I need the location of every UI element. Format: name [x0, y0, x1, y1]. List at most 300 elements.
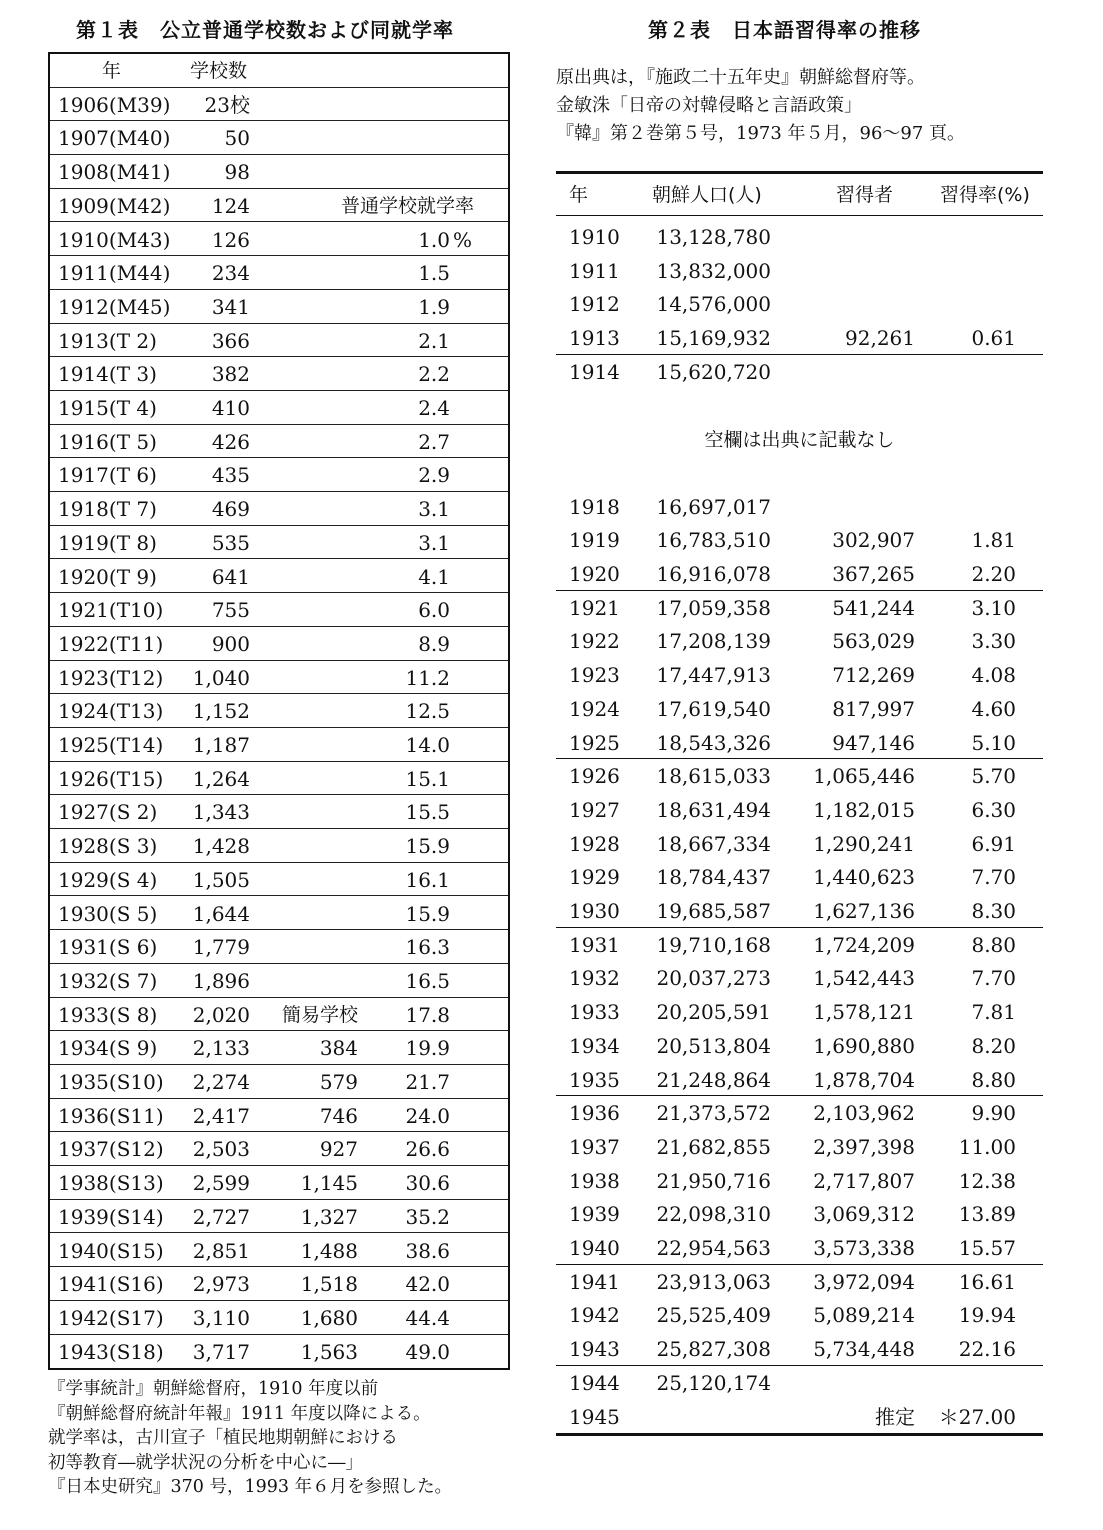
table2-cell-rate: 8.80 — [971, 932, 1016, 957]
table2-cell-rate: 19.94 — [958, 1303, 1016, 1328]
table2-row — [556, 1197, 1043, 1231]
table1-cell-simple-schools: 1,518 — [300, 1272, 358, 1297]
table1-row — [50, 155, 508, 189]
table2-cell-rate: 8.30 — [971, 899, 1016, 923]
table1-cell-rate: 1.0 — [418, 227, 450, 252]
table1-cell-schools: 366 — [211, 328, 250, 353]
table2-cell-year: 1937 — [569, 1134, 620, 1159]
table1-cell-year: 1934(S 9) — [58, 1036, 158, 1061]
table2-cell-year: 1933 — [569, 1000, 620, 1025]
table1-cell-rate: 15.5 — [405, 800, 450, 825]
table2-cell-learners: 5,734,448 — [813, 1337, 915, 1362]
table1-row — [50, 121, 508, 155]
table1-cell-year: 1941(S16) — [58, 1272, 164, 1297]
table1-cell-year: 1926(T15) — [58, 766, 164, 791]
table1-cell-schools: 641 — [211, 564, 250, 589]
table2-cell-rate: 8.20 — [971, 1033, 1016, 1058]
table1-cell-schools: 98 — [224, 160, 250, 185]
table1-row — [50, 897, 508, 931]
table1-cell-rate: 49.0 — [405, 1339, 450, 1364]
table2-row — [556, 759, 1043, 793]
table1-row — [50, 290, 508, 324]
table2-gap-note: 空欄は出典に記載なし — [704, 429, 895, 451]
table2-row — [556, 321, 1043, 355]
table2-row — [556, 692, 1043, 726]
table2-row — [556, 1164, 1043, 1198]
table1-row — [50, 1132, 508, 1166]
table2-cell-learners: 1,724,209 — [813, 932, 915, 957]
table2-cell-year: 1918 — [569, 494, 620, 519]
table2-cell-year: 1912 — [569, 292, 620, 317]
table1-cell-year: 1933(S 8) — [58, 1002, 158, 1027]
table2-row — [556, 523, 1043, 557]
table1-cell-schools: 126 — [211, 227, 250, 252]
table1-cell-rate: 4.1 — [418, 564, 450, 589]
table1-cell-schools: 1,505 — [192, 867, 250, 892]
table1-row — [50, 1234, 508, 1268]
table1-cell-year: 1924(T13) — [58, 699, 164, 724]
table1-cell-schools: 1,428 — [192, 834, 250, 859]
table2-row — [556, 1298, 1043, 1332]
table1-cell-rate: 2.4 — [418, 396, 450, 420]
table2-row — [556, 254, 1043, 288]
table2-cell-year: 1936 — [569, 1101, 620, 1126]
table2-cell-population: 17,208,139 — [656, 629, 771, 654]
table1-row — [50, 324, 508, 358]
table1-cell-year: 1927(S 2) — [58, 800, 158, 825]
table1-cell-year: 1909(M42) — [58, 193, 171, 218]
table1-cell-year: 1920(T 9) — [58, 564, 157, 589]
table2-row — [556, 557, 1043, 591]
table2-cell-rate: 5.10 — [971, 730, 1016, 755]
table2-cell-population: 14,576,000 — [656, 292, 771, 317]
table1-cell-year: 1931(S 6) — [58, 935, 158, 960]
table1-row — [50, 1065, 508, 1099]
table2-cell-population: 22,098,310 — [656, 1202, 771, 1227]
table2-cell-rate: 7.70 — [971, 966, 1016, 991]
table1-cell-year: 1937(S12) — [58, 1137, 164, 1162]
table1-row — [50, 593, 508, 627]
table2-cell-population: 13,128,780 — [656, 225, 771, 249]
table1-row — [50, 795, 508, 829]
table1-cell-year: 1910(M43) — [58, 227, 171, 252]
table2-cell-population: 18,667,334 — [656, 831, 771, 856]
table1-note-line: 『日本史研究』370 号，1993 年６月を参照した。 — [48, 1477, 453, 1497]
table2-cell-year: 1930 — [569, 899, 620, 923]
table1-cell-schools: 2,851 — [192, 1238, 250, 1263]
table1-cell-rate: 6.0 — [418, 598, 450, 623]
table2-cell-population: 23,913,063 — [656, 1269, 771, 1294]
table1-row — [50, 1200, 508, 1234]
table2-cell-learners: 712,269 — [832, 663, 915, 688]
table1-cell-rate: 1.9 — [418, 294, 450, 319]
table1-cell-year: 1914(T 3) — [58, 362, 157, 387]
table2-cell-learners: 563,029 — [832, 629, 915, 654]
table1-cell-schools: 1,896 — [192, 968, 250, 993]
table2-cell-learners: 2,103,962 — [813, 1101, 915, 1126]
table1-cell-rate: 15.1 — [405, 766, 450, 791]
table1-cell-schools: 2,973 — [192, 1272, 250, 1297]
table1-cell-rate: 19.9 — [405, 1036, 450, 1061]
table2-header-rule — [556, 215, 1043, 216]
table1-cell-simple-schools: 579 — [319, 1070, 358, 1094]
table1-row — [50, 88, 508, 122]
table2-row — [556, 1130, 1043, 1164]
table1-cell-schools: 382 — [211, 362, 250, 387]
table2-cell-year: 1932 — [569, 966, 620, 991]
table1-cell-rate: 14.0 — [405, 733, 450, 757]
table1-cell-rate: 16.3 — [405, 935, 450, 960]
table2-cell-year: 1925 — [569, 730, 620, 755]
table1-row — [50, 829, 508, 863]
table1-cell-schools: 2,599 — [192, 1171, 250, 1196]
table1-cell-rate: 42.0 — [405, 1272, 450, 1297]
table1-row — [50, 1099, 508, 1133]
table2-cell-rate: 4.60 — [971, 696, 1016, 721]
table2-cell-year: 1945 — [569, 1404, 620, 1429]
table1-cell-simple-schools: 927 — [319, 1137, 358, 1162]
table2-row — [556, 1231, 1043, 1265]
table1-cell-schools: 1,152 — [192, 699, 250, 724]
table2-cell-population: 18,543,326 — [656, 730, 771, 755]
table2-cell-population: 16,697,017 — [656, 494, 771, 519]
table1-cell-simple-schools: 1,327 — [300, 1204, 358, 1229]
table1-cell-schools: 1,040 — [192, 665, 250, 690]
table2-cell-year: 1911 — [569, 258, 620, 283]
table1-cell-rate: 38.6 — [405, 1238, 450, 1263]
table2-cell-rate: 5.70 — [971, 764, 1016, 789]
table1-cell-rate: 1.5 — [418, 261, 450, 286]
table2-cell-population: 18,631,494 — [656, 797, 771, 822]
table1-cell-year: 1906(M39) — [58, 92, 171, 117]
table1-cell-schools: 900 — [211, 631, 250, 656]
table2-cell-population: 21,950,716 — [656, 1168, 771, 1193]
table1-cell-schools: 234 — [211, 261, 250, 286]
table2-cell-rate: 4.08 — [971, 663, 1016, 688]
table2-cell-year: 1943 — [569, 1337, 620, 1362]
table1-row — [50, 1267, 508, 1301]
table1-cell-rate: 15.9 — [405, 834, 450, 859]
table1-cell-simple-schools: 746 — [319, 1103, 358, 1128]
table2-cell-population: 25,827,308 — [656, 1337, 771, 1362]
table1-cell-year: 1922(T11) — [58, 631, 164, 656]
table2-cell-rate: 9.90 — [971, 1101, 1016, 1126]
table2-cell-learners: 2,397,398 — [813, 1134, 915, 1159]
table2-cell-year: 1914 — [569, 359, 620, 384]
table2-cell-learners: 3,069,312 — [813, 1202, 915, 1227]
table1-cell-schools: 3,717 — [192, 1339, 250, 1364]
table2-row — [556, 591, 1043, 625]
table2-row — [556, 961, 1043, 995]
table1-cell-year: 1919(T 8) — [58, 530, 157, 555]
table1-cell-simple-schools: 1,680 — [300, 1305, 358, 1330]
table1-cell-year: 1942(S17) — [58, 1305, 164, 1330]
table2-cell-population: 20,513,804 — [656, 1033, 771, 1058]
table1-row — [50, 998, 508, 1032]
table1-cell-year: 1912(M45) — [58, 294, 171, 319]
table1-row — [50, 694, 508, 728]
table2-cell-rate: 3.10 — [971, 595, 1016, 620]
table2-cell-learners: 302,907 — [832, 528, 915, 553]
table1-cell-simple-schools: 1,563 — [300, 1339, 358, 1364]
table2-cell-rate: 15.57 — [958, 1236, 1016, 1260]
table2-cell-year: 1942 — [569, 1303, 620, 1328]
table1-cell-schools: 2,503 — [192, 1137, 250, 1162]
table1-cell-year: 1913(T 2) — [58, 328, 157, 353]
table1-cell-rate: 15.9 — [405, 901, 450, 926]
table1-row — [50, 391, 508, 425]
table2-cell-learners: 推定 — [875, 1404, 915, 1429]
table1-note-line: 初等教育―就学状況の分析を中心に―」 — [48, 1452, 363, 1473]
table2-cell-population: 21,682,855 — [656, 1134, 771, 1159]
table2-cell-year: 1941 — [569, 1269, 620, 1294]
table1-cell-year: 1932(S 7) — [58, 968, 158, 993]
table1-cell-rate: 35.2 — [405, 1204, 450, 1229]
table2-cell-learners: 1,290,241 — [813, 831, 915, 856]
table2-cell-rate: 7.70 — [971, 865, 1016, 890]
table1-row — [50, 1301, 508, 1335]
table2-cell-population: 17,447,913 — [656, 663, 771, 688]
table2-cell-year: 1919 — [569, 528, 620, 553]
table2-cell-learners: 1,627,136 — [813, 899, 915, 923]
table1-cell-schools: 1,264 — [192, 766, 250, 791]
table2-header-learners: 習得者 — [836, 184, 894, 206]
table1-cell-schools: 124 — [211, 193, 250, 218]
table2-row — [556, 1029, 1043, 1063]
table2-cell-year: 1940 — [569, 1236, 620, 1260]
table2-cell-learners: 1,878,704 — [813, 1067, 915, 1092]
table2-cell-population: 19,685,587 — [656, 899, 771, 923]
table1-cell-year: 1916(T 5) — [58, 429, 157, 454]
table2-row — [556, 624, 1043, 658]
table2-cell-year: 1922 — [569, 629, 620, 654]
table1-cell-rate: 16.5 — [405, 968, 450, 993]
table1-cell-year: 1923(T12) — [58, 665, 164, 690]
table2-source — [556, 64, 965, 148]
table2-row — [556, 220, 1043, 254]
table2-cell-learners: 3,972,094 — [813, 1269, 915, 1294]
table2-row — [556, 827, 1043, 861]
table1-cell-year: 1940(S15) — [58, 1238, 164, 1263]
table1-cell-rate: 24.0 — [405, 1103, 450, 1128]
table1-cell-year: 1929(S 4) — [58, 867, 158, 892]
table2-cell-rate: 13.89 — [958, 1202, 1016, 1227]
table2-cell-learners: 2,717,807 — [813, 1168, 915, 1193]
table2-row — [556, 1265, 1043, 1299]
table2-cell-rate: 11.00 — [958, 1134, 1016, 1159]
table2-row — [556, 860, 1043, 894]
table1-cell-rate: 11.2 — [405, 665, 450, 690]
table1-row — [50, 762, 508, 796]
table2-cell-population: 13,832,000 — [656, 258, 771, 283]
table2-cell-year: 1921 — [569, 595, 620, 620]
table2-source-line: 金敏洙「日帝の対韓侵略と言語政策」 — [556, 95, 862, 116]
table1-cell-rate: 2.1 — [418, 328, 450, 353]
table2-cell-population: 18,615,033 — [656, 764, 771, 789]
table2-cell-year: 1920 — [569, 562, 620, 586]
table1-cell-rate: 21.7 — [405, 1070, 450, 1094]
table2-row — [556, 658, 1043, 692]
table1-cell-year: 1935(S10) — [58, 1070, 164, 1094]
table2-cell-rate: 7.81 — [971, 1000, 1016, 1025]
table1-cell-schools: 1,187 — [192, 733, 250, 757]
table2-cell-year: 1926 — [569, 764, 620, 789]
table1-row — [50, 223, 508, 257]
table1-cell-year: 1921(T10) — [58, 598, 164, 623]
table2-header-year: 年 — [569, 184, 589, 206]
table1-title: 第１表 公立普通学校数および同就学率 — [76, 18, 454, 42]
table1-cell-rate: 17.8 — [405, 1002, 450, 1027]
table1-header-schools: 学校数 — [190, 60, 248, 82]
table2-cell-learners: 1,690,880 — [813, 1033, 915, 1058]
table2-cell-population: 15,620,720 — [656, 359, 771, 384]
table1-header-row — [50, 54, 508, 88]
table1-cell-schools: 1,343 — [192, 800, 250, 825]
table1-note-line: 『学事統計』朝鮮総督府，1910 年度以前 — [48, 1379, 379, 1399]
table2-cell-population: 20,205,591 — [656, 1000, 771, 1025]
table2-cell-rate: 0.61 — [971, 326, 1016, 351]
table2-cell-rate: 16.61 — [958, 1269, 1016, 1294]
table2-top-rule — [556, 171, 1043, 174]
table2-source-line: 原出典は，『施政二十五年史』朝鮮総督府等。 — [556, 67, 925, 88]
table1-cell-rate: 12.5 — [405, 699, 450, 724]
table1-cell-rate: 2.7 — [418, 429, 450, 454]
table2-cell-population: 22,954,563 — [656, 1236, 771, 1260]
table1-cell-schools: 2,274 — [192, 1070, 250, 1094]
table1-note-line: 就学率は，古川宣子「植民地期朝鮮における — [48, 1428, 398, 1448]
table2-cell-year: 1934 — [569, 1033, 620, 1058]
table2-cell-year: 1929 — [569, 865, 620, 890]
table2-row — [556, 490, 1043, 524]
table1-row — [50, 930, 508, 964]
table2-row — [556, 1096, 1043, 1130]
table2-cell-rate: 3.30 — [971, 629, 1016, 654]
table2-row — [556, 287, 1043, 321]
table1-cell-schools: 2,417 — [192, 1103, 250, 1128]
table1-cell-simple-schools: 1,145 — [300, 1171, 358, 1196]
table2-bottom-rule — [556, 1433, 1043, 1436]
table2-source-line: 『韓』第２巻第５号，1973 年５月，96〜97 頁。 — [556, 123, 966, 144]
table2-header-rate: 習得率(%) — [940, 184, 1030, 206]
table1-cell-schools: 23校 — [204, 92, 250, 117]
table1-row — [50, 1335, 508, 1369]
table2-cell-population: 20,037,273 — [656, 966, 771, 991]
table2-cell-learners: 1,542,443 — [813, 966, 915, 991]
table1-cell-year: 1936(S11) — [58, 1103, 164, 1128]
table2-cell-learners: 947,146 — [832, 730, 915, 755]
table2-cell-rate: 8.80 — [971, 1067, 1016, 1092]
table1-cell-rate-unit: % — [452, 227, 472, 252]
table2-cell-learners: 817,997 — [832, 696, 915, 721]
table2-cell-rate: 6.91 — [971, 831, 1016, 856]
table2-cell-population: 18,784,437 — [656, 865, 771, 890]
table1-row — [50, 964, 508, 998]
table1-cell-rate: 8.9 — [418, 631, 450, 656]
table2-cell-year: 1931 — [569, 932, 620, 957]
table2-header-population: 朝鮮人口(人) — [652, 184, 762, 206]
table2-row — [556, 1366, 1043, 1400]
table1-cell-schools: 3,110 — [192, 1305, 250, 1330]
table1-cell-schools: 1,644 — [192, 901, 250, 926]
table2-row — [556, 793, 1043, 827]
table2-cell-learners: 541,244 — [832, 595, 915, 620]
table1-cell-rate: 3.1 — [418, 530, 450, 555]
table1-cell-rate: 44.4 — [405, 1305, 450, 1330]
table1-row — [50, 1031, 508, 1065]
table1-row — [50, 627, 508, 661]
table1-cell-simple-schools: 384 — [319, 1036, 358, 1061]
table1-row — [50, 357, 508, 391]
table1-cell-schools: 341 — [211, 294, 250, 319]
table1-cell-schools: 755 — [211, 598, 250, 623]
table2-cell-year: 1939 — [569, 1202, 620, 1227]
table2-row — [556, 1400, 1043, 1434]
table1-cell-year: 1939(S14) — [58, 1204, 164, 1229]
table2-row — [556, 995, 1043, 1029]
table1-header-simple-schools: 簡易学校 — [281, 1003, 358, 1026]
table2-row — [556, 1063, 1043, 1097]
table1-row — [50, 863, 508, 897]
table1-cell-schools: 426 — [211, 429, 250, 454]
table2-cell-year: 1927 — [569, 797, 620, 822]
table1-cell-year: 1943(S18) — [58, 1339, 164, 1364]
table1-cell-simple-schools: 1,488 — [300, 1238, 358, 1263]
table2-row — [556, 726, 1043, 760]
table1-note-line: 『朝鮮総督府統計年報』1911 年度以降による。 — [48, 1403, 431, 1424]
table2-cell-population: 16,783,510 — [656, 528, 771, 553]
table1-cell-schools: 2,020 — [192, 1002, 250, 1027]
table1-cell-schools: 469 — [211, 497, 250, 522]
table2-cell-learners: 1,065,446 — [813, 764, 915, 789]
table1-cell-rate: 30.6 — [405, 1171, 450, 1196]
table2-cell-learners: 1,578,121 — [813, 1000, 915, 1025]
table2-cell-rate: 6.30 — [971, 797, 1016, 822]
table2-cell-rate: ＊27.00 — [938, 1404, 1016, 1429]
table2-cell-learners: 92,261 — [845, 326, 915, 351]
table1-cell-schools: 410 — [211, 396, 250, 420]
table2-row — [556, 928, 1043, 962]
table1-cell-schools: 1,779 — [192, 935, 250, 960]
table1-row — [50, 526, 508, 560]
table1-cell-schools: 435 — [211, 463, 250, 488]
table1-cell-rate: 3.1 — [418, 497, 450, 522]
table1-cell-year: 1918(T 7) — [58, 497, 157, 522]
table1-row — [50, 728, 508, 762]
table1-row — [50, 458, 508, 492]
table1-cell-year: 1917(T 6) — [58, 463, 157, 488]
table1-cell-year: 1915(T 4) — [58, 396, 157, 420]
table2-cell-population: 25,525,409 — [656, 1303, 771, 1328]
table1-row — [50, 425, 508, 459]
table1-cell-schools: 50 — [224, 126, 250, 151]
table2-cell-learners: 3,573,338 — [813, 1236, 915, 1260]
table1-cell-year: 1911(M44) — [58, 261, 171, 286]
table1-row — [50, 256, 508, 290]
table2-cell-year: 1924 — [569, 696, 620, 721]
table1-header-year: 年 — [102, 60, 122, 82]
table2-row — [556, 894, 1043, 928]
table1-cell-year: 1938(S13) — [58, 1171, 164, 1196]
table2-cell-learners: 1,182,015 — [813, 797, 915, 822]
table2-cell-year: 1913 — [569, 326, 620, 351]
table1-row — [50, 661, 508, 695]
table2-cell-population: 19,710,168 — [656, 932, 771, 957]
table1-row — [50, 1166, 508, 1200]
table1-cell-year: 1930(S 5) — [58, 901, 158, 926]
table2-cell-year: 1923 — [569, 663, 620, 688]
table2-cell-population: 21,373,572 — [656, 1101, 771, 1126]
table2-header-row — [556, 176, 1043, 210]
